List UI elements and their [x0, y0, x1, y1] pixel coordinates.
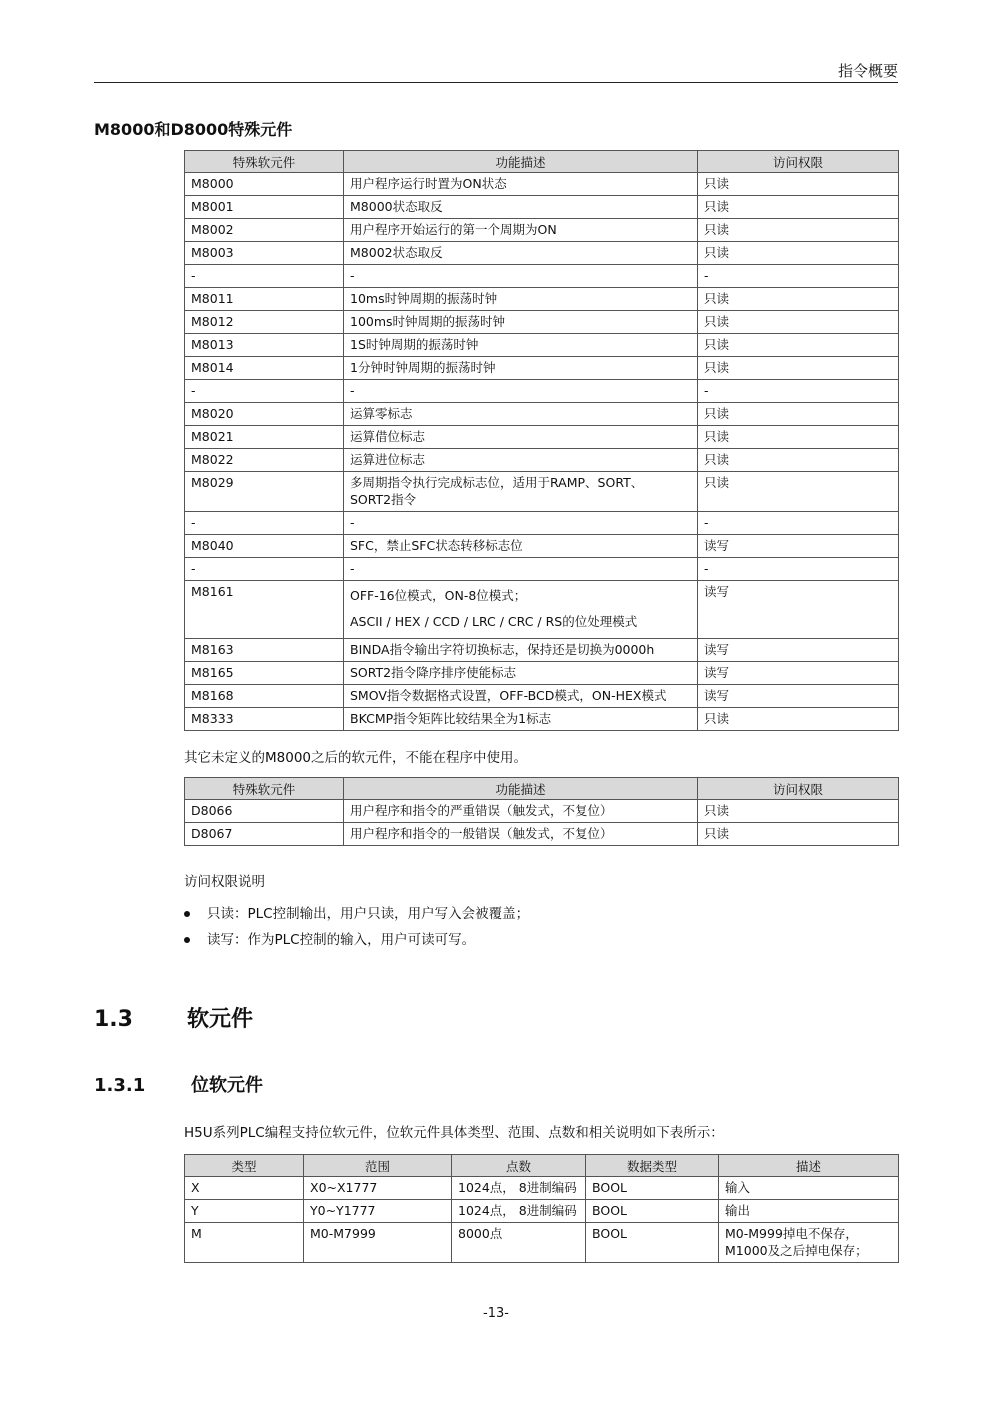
cell-function: BINDA指令输出字符切换标志，保持还是切换为0000h	[344, 639, 698, 662]
cell-function: 运算零标志	[344, 403, 698, 426]
cell-line: SORT2指令	[350, 492, 417, 507]
table-header-row	[185, 778, 899, 800]
cell-description	[719, 1223, 899, 1263]
cell-function: -	[344, 558, 698, 581]
access-rights-list	[184, 902, 529, 954]
cell-element: -	[185, 265, 344, 288]
cell-element: D8066	[185, 800, 344, 823]
column-header: 类型	[185, 1155, 304, 1177]
cell-function	[344, 472, 698, 512]
table-row	[185, 639, 899, 662]
cell-function: SORT2指令降序排序使能标志	[344, 662, 698, 685]
cell-access: 只读	[698, 823, 899, 846]
cell-element: M8040	[185, 535, 344, 558]
cell-access: 只读	[698, 334, 899, 357]
cell-datatype: BOOL	[586, 1223, 719, 1263]
table-header-row	[185, 151, 899, 173]
cell-points: 1024点， 8进制编码	[452, 1177, 586, 1200]
cell-function	[344, 581, 698, 639]
cell-access: 只读	[698, 173, 899, 196]
table-row	[185, 1177, 899, 1200]
cell-access: 只读	[698, 800, 899, 823]
cell-access: -	[698, 558, 899, 581]
table-row	[185, 426, 899, 449]
cell-function: 用户程序开始运行的第一个周期为ON	[344, 219, 698, 242]
running-header: 指令概要	[837, 62, 898, 80]
cell-element: M8022	[185, 449, 344, 472]
table-row	[185, 472, 899, 512]
column-header: 数据类型	[586, 1155, 719, 1177]
cell-type: X	[185, 1177, 304, 1200]
cell-access: -	[698, 380, 899, 403]
cell-function: 10ms时钟周期的振荡时钟	[344, 288, 698, 311]
column-header: 描述	[719, 1155, 899, 1177]
table-row	[185, 265, 899, 288]
cell-access: 读写	[698, 535, 899, 558]
cell-range: X0~X1777	[304, 1177, 452, 1200]
cell-function: 用户程序和指令的严重错误（触发式，不复位）	[344, 800, 698, 823]
cell-element: M8161	[185, 581, 344, 639]
cell-element: -	[185, 558, 344, 581]
column-header: 范围	[304, 1155, 452, 1177]
cell-points: 1024点， 8进制编码	[452, 1200, 586, 1223]
cell-access: 只读	[698, 196, 899, 219]
table-row	[185, 662, 899, 685]
cell-function: M8000状态取反	[344, 196, 698, 219]
table-row	[185, 535, 899, 558]
heading-1-3	[94, 1002, 253, 1033]
cell-line: M0-M999掉电不保存，	[725, 1226, 858, 1241]
column-header: 访问权限	[698, 151, 899, 173]
cell-function: 运算借位标志	[344, 426, 698, 449]
cell-element: M8013	[185, 334, 344, 357]
cell-access: 只读	[698, 219, 899, 242]
cell-access: -	[698, 265, 899, 288]
cell-access: 只读	[698, 472, 899, 512]
undefined-elements-note: 其它未定义的M8000之后的软元件，不能在程序中使用。	[184, 750, 528, 766]
cell-element: D8067	[185, 823, 344, 846]
cell-access: 只读	[698, 449, 899, 472]
table-row	[185, 823, 899, 846]
cell-function: -	[344, 265, 698, 288]
cell-line: OFF-16位模式，ON-8位模式；	[350, 588, 527, 603]
cell-element: -	[185, 380, 344, 403]
cell-access: 读写	[698, 662, 899, 685]
cell-line: 多周期指令执行完成标志位，适用于RAMP、SORT、	[350, 475, 644, 490]
special-m-table	[184, 150, 899, 731]
intro-paragraph: H5U系列PLC编程支持位软元件，位软元件具体类型、范围、点数和相关说明如下表所示：	[184, 1125, 724, 1141]
special-d-table	[184, 777, 899, 846]
cell-element: M8000	[185, 173, 344, 196]
table-row	[185, 242, 899, 265]
column-header: 特殊软元件	[185, 778, 344, 800]
table-row	[185, 219, 899, 242]
table-row	[185, 334, 899, 357]
heading-number: 1.3	[94, 1007, 133, 1032]
section-title: M8000和D8000特殊元件	[94, 120, 293, 139]
cell-description: 输出	[719, 1200, 899, 1223]
cell-access: 只读	[698, 311, 899, 334]
access-rights-title: 访问权限说明	[184, 874, 265, 890]
cell-range: M0-M7999	[304, 1223, 452, 1263]
cell-element: M8029	[185, 472, 344, 512]
heading-1-3-1	[94, 1071, 263, 1097]
cell-access: 读写	[698, 639, 899, 662]
cell-range: Y0~Y1777	[304, 1200, 452, 1223]
table-row	[185, 311, 899, 334]
cell-access: 只读	[698, 403, 899, 426]
header-rule	[94, 82, 898, 83]
heading-number: 1.3.1	[94, 1075, 146, 1096]
cell-element: -	[185, 512, 344, 535]
cell-datatype: BOOL	[586, 1177, 719, 1200]
cell-function: 100ms时钟周期的振荡时钟	[344, 311, 698, 334]
cell-function: 1S时钟周期的振荡时钟	[344, 334, 698, 357]
column-header: 功能描述	[344, 778, 698, 800]
cell-function: SMOV指令数据格式设置，OFF-BCD模式，ON-HEX模式	[344, 685, 698, 708]
table-row	[185, 800, 899, 823]
list-item-text: 只读：PLC控制输出，用户只读，用户写入会被覆盖；	[207, 906, 530, 922]
bit-element-table	[184, 1154, 899, 1263]
cell-function: -	[344, 380, 698, 403]
cell-access: 只读	[698, 288, 899, 311]
heading-text: 软元件	[187, 1007, 254, 1032]
table-row	[185, 685, 899, 708]
table-row	[185, 1223, 899, 1263]
cell-element: M8011	[185, 288, 344, 311]
cell-element: M8163	[185, 639, 344, 662]
cell-type: M	[185, 1223, 304, 1263]
column-header: 点数	[452, 1155, 586, 1177]
list-item	[184, 902, 529, 928]
table-row	[185, 380, 899, 403]
table-row	[185, 1200, 899, 1223]
cell-element: M8014	[185, 357, 344, 380]
table-row	[185, 173, 899, 196]
cell-function: SFC，禁止SFC状态转移标志位	[344, 535, 698, 558]
cell-line: ASCII / HEX / CCD / LRC / CRC / RS的位处理模式	[350, 614, 638, 629]
cell-access: 只读	[698, 357, 899, 380]
cell-line: M1000及之后掉电保存；	[725, 1243, 868, 1258]
table-row	[185, 449, 899, 472]
page-number: -13-	[483, 1306, 509, 1321]
cell-access: 只读	[698, 426, 899, 449]
table-row	[185, 581, 899, 639]
cell-access: 只读	[698, 242, 899, 265]
table-row	[185, 403, 899, 426]
table-row	[185, 288, 899, 311]
column-header: 功能描述	[344, 151, 698, 173]
cell-element: M8333	[185, 708, 344, 731]
cell-element: M8020	[185, 403, 344, 426]
cell-access: -	[698, 512, 899, 535]
cell-element: M8001	[185, 196, 344, 219]
heading-text: 位软元件	[191, 1075, 263, 1096]
table-row	[185, 512, 899, 535]
cell-function: 运算进位标志	[344, 449, 698, 472]
table-row	[185, 196, 899, 219]
cell-function: 用户程序运行时置为ON状态	[344, 173, 698, 196]
cell-function: 用户程序和指令的一般错误（触发式，不复位）	[344, 823, 698, 846]
cell-element: M8165	[185, 662, 344, 685]
cell-access: 读写	[698, 581, 899, 639]
cell-description: 输入	[719, 1177, 899, 1200]
bullet-icon	[184, 911, 190, 917]
list-item-text: 读写：作为PLC控制的输入，用户可读可写。	[207, 932, 476, 948]
cell-points: 8000点	[452, 1223, 586, 1263]
table-row	[185, 558, 899, 581]
table-header-row	[185, 1155, 899, 1177]
cell-type: Y	[185, 1200, 304, 1223]
cell-element: M8021	[185, 426, 344, 449]
table-row	[185, 708, 899, 731]
cell-function: 1分钟时钟周期的振荡时钟	[344, 357, 698, 380]
cell-element: M8002	[185, 219, 344, 242]
cell-access: 只读	[698, 708, 899, 731]
bullet-icon	[184, 937, 190, 943]
cell-function: BKCMP指令矩阵比较结果全为1标志	[344, 708, 698, 731]
list-item	[184, 928, 529, 954]
cell-function: -	[344, 512, 698, 535]
column-header: 特殊软元件	[185, 151, 344, 173]
cell-datatype: BOOL	[586, 1200, 719, 1223]
cell-function: M8002状态取反	[344, 242, 698, 265]
table-row	[185, 357, 899, 380]
cell-element: M8168	[185, 685, 344, 708]
cell-element: M8003	[185, 242, 344, 265]
cell-element: M8012	[185, 311, 344, 334]
column-header: 访问权限	[698, 778, 899, 800]
cell-access: 读写	[698, 685, 899, 708]
